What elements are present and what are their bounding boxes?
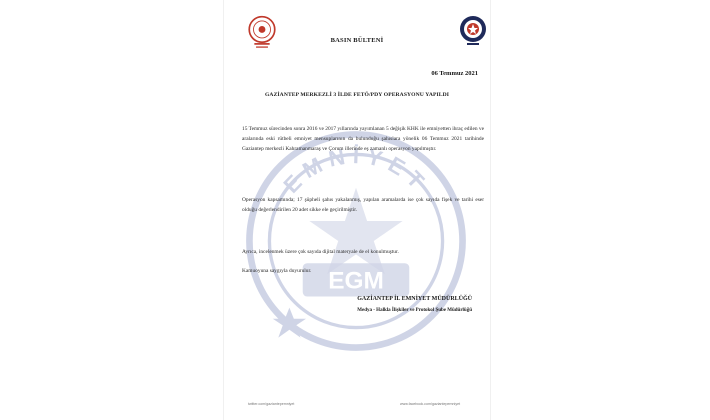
press-release-page	[224, 0, 490, 420]
headline: GAZİANTEP MERKEZLİ 3 İLDE FETÖ/PDY OPERASYONU YAPILDI	[264, 92, 449, 98]
paragraph-intro: 15 Temmuz sürecinden sonra 2016 ve 2017 yıllarında yayımlanan 5 değişik KHK ile emniyetten ihraç edilen ve aralarında eski rütbeli emniyet mensuplarının da bulunduğu şahıslara yönelik 06 Temmuz 2021 tarihinde Gaziantep merkezli Kahramanmaraş ve Çorum illerinde eş zamanlı operasyon yapılmıştır.	[242, 126, 484, 153]
watermark-band-text: EGM	[328, 267, 384, 295]
page-title: BASIN BÜLTENİ	[330, 37, 384, 44]
egm-watermark-emblem	[245, 130, 467, 352]
governorship-seal-logo	[245, 14, 279, 50]
footer-twitter-link[interactable]: twitter.com/gaziantepemniyet	[248, 402, 295, 406]
paragraph-closing: Kamuoyuna saygıyla duyurulur.	[242, 268, 312, 274]
footer-facebook-link[interactable]: www.facebook.com/gaziantepemniyet	[400, 402, 461, 406]
signature-institution: GAZİANTEP İL EMNİYET MÜDÜRLÜĞÜ	[357, 296, 472, 302]
paragraph-digital: Ayrıca, incelenmek üzere çok sayıda dijital materyale de el konulmuştur.	[242, 249, 399, 255]
release-date: 06 Temmuz 2021	[431, 70, 478, 77]
watermark-arc-text: EMNİYET	[278, 142, 434, 198]
signature-department: Medya - Halkla İlişkiler ve Protokol Şube Müdürlüğü	[357, 308, 472, 313]
paragraph-operation: Operasyon kapsamında; 17 şüpheli şahıs yakalanmış, yapılan aramalarda ise çok sayıda fişek ve tarihi eser olduğu değerlendirilen 20 adet sikke ele geçirilmiştir.	[242, 197, 484, 214]
